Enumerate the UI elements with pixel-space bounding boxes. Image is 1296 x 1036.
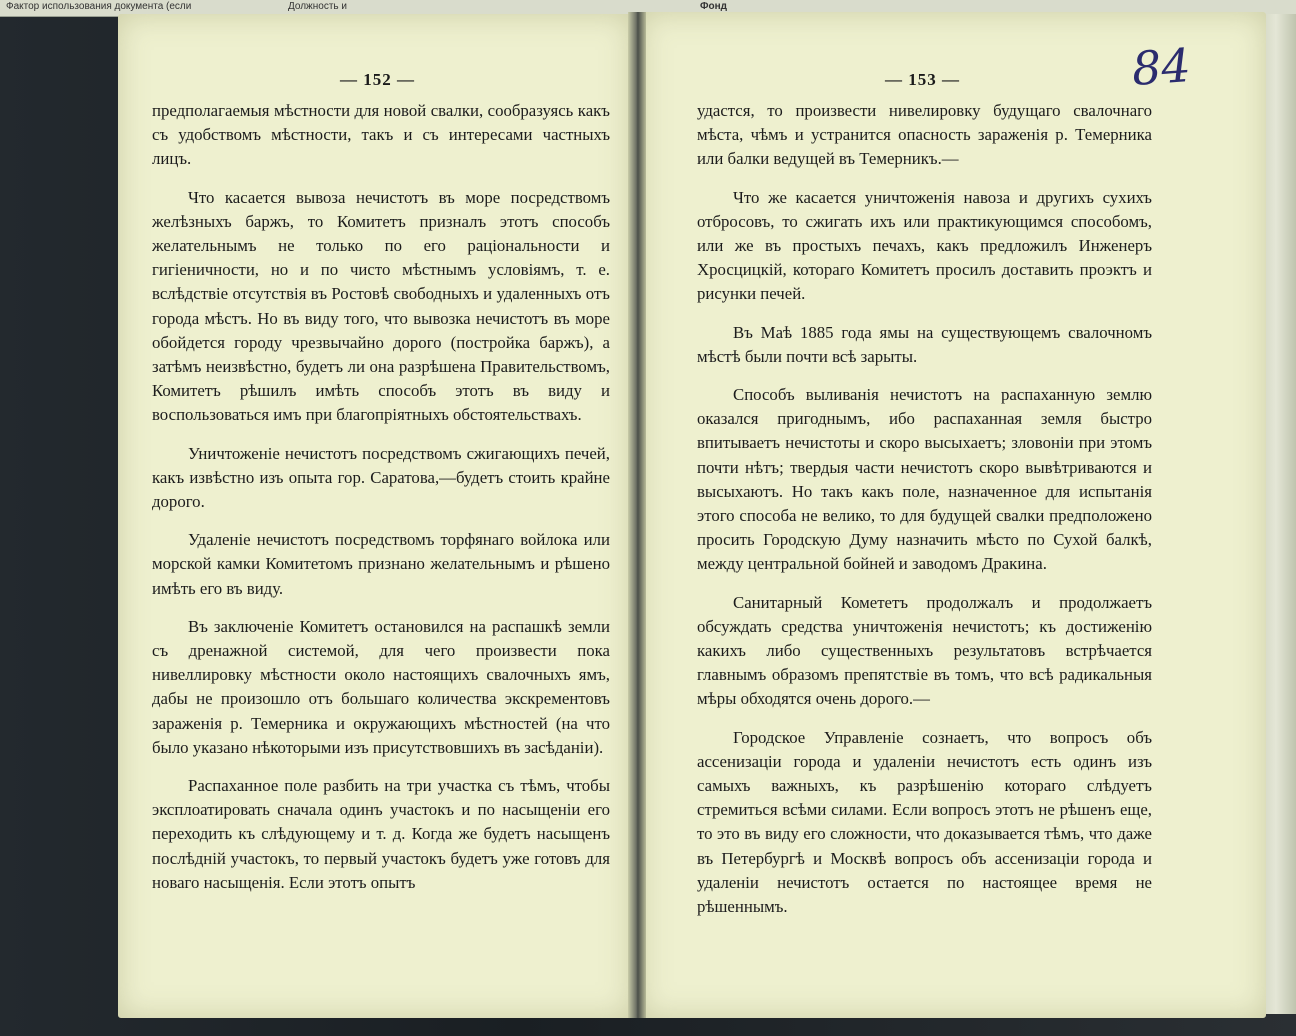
paragraph: Въ заключеніе Комитетъ остановился на распашкѣ земли съ дренажной системой, для чего произвести пока нивеллировку мѣстности около настоящихъ свалочныхъ ямъ, дабы не произошло отъ большаго количества экскрементовъ зараженія р. Темерника и окружающихъ мѣстностей (на что было указано нѣкоторыми изъ присутствовшихъ въ засѣданіи). [152,616,610,757]
right-page-number: — 153 — [885,70,960,89]
paragraph: предполагаемыя мѣстности для новой свалки, сообразуясь какъ съ удобствомъ мѣстности, такъ и съ интересами частныхъ лицъ. [152,101,610,169]
book-gutter [628,12,646,1018]
paragraph: Уничтоженіе нечистотъ посредствомъ сжигающихъ печей, какъ извѣстно изъ опыта гор. Саратова,—будетъ стоить крайне дорого. [152,443,610,512]
paragraph: удастся, то произвести нивелировку будущаго свалочнаго мѣста, чѣмъ и устранится опасность зараженія р. Темерника или балки ведущей въ Темерникъ.— [697,101,1152,169]
strip-right-text: Фонд [700,1,728,12]
paragraph: Городское Управленіе сознаетъ, что вопросъ объ ассенизаціи города и удаленіи нечистотъ есть одинъ изъ самыхъ важныхъ, къ разрѣшенію котораго слѣдуетъ стремиться всѣми силами. Если вопросъ этотъ не рѣшенъ еще, то это въ виду его сложности, что доказывается тѣмъ, что даже въ Петербургѣ и Москвѣ вопросъ объ ассенизаціи города и удаленіи нечистотъ остается по настоящее время не рѣшеннымъ. [697,727,1152,917]
paragraph: Способъ выливанія нечистотъ на распаханную землю оказался пригоднымъ, ибо распаханная земля быстро впитываетъ нечистоты и скоро высыхаетъ; зловоніи при этомъ почти нѣтъ; твердыя части нечистотъ скоро вывѣтриваются и высыхаютъ. Но такъ какъ поле, назначенное для испытанія этого способа не велико, то для будущей свалки предположено просить Городскую Думу назначить мѣсто по Сухой балкѣ, между центральной бойней и заводомъ Дракина. [697,385,1152,574]
paragraph: Что касается вывоза нечистотъ въ море посредствомъ желѣзныхъ баржъ, то Комитетъ призналъ этотъ способъ желательнымъ не только по его раціональности и гигіеничности, но и по чисто мѣстнымъ условіямъ, т. е. вслѣдствіе отсутствія въ Ростовѣ свободныхъ и удаленныхъ отъ города мѣстъ. Но въ виду того, что вывозка нечистотъ въ море обойдется городу чрезвычайно дорого (постройка баржъ), а затѣмъ неизвѣстно, будетъ ли она разрѣшена Правительствомъ, Комитетъ рѣшилъ имѣть способъ этотъ въ виду и воспользоваться имъ при благопріятныхъ обстоятельствахъ. [152,187,610,425]
left-page-body [152,99,610,909]
paragraph: Что же касается уничтоженія навоза и другихъ сухихъ отбросовъ, то сжигать ихъ или практикующимся способомъ, или же въ простыхъ печахъ, какъ предложилъ Инженеръ Хросцицкій, котораго Комитетъ просилъ доставить проэктъ и рисунки печей. [697,187,1152,304]
handwritten-folio-number: 84 [1130,38,1193,96]
paragraph: Удаленіе нечистотъ посредствомъ торфянаго войлока или морской камки Комитетомъ признано желательнымъ и рѣшено имѣть его въ виду. [152,530,610,598]
left-page-number: — 152 — [340,70,415,89]
paragraph: Санитарный Комететъ продолжалъ и продолжаетъ обсуждать средства уничтоженія нечистотъ; къ достиженію какихъ либо существенныхъ результатовъ встрѣчается главнымъ образомъ препятствіе въ томъ, что всѣ радикальныя мѣры обходятся очень дорого.— [697,592,1152,709]
strip-left-text: Фактор использования документа (если [6,1,192,12]
right-page-body [697,99,1152,933]
paragraph: Распаханное поле разбить на три участка съ тѣмъ, чтобы эксплоатировать сначала одинъ участокъ и по насыщеніи его переходить къ слѣдующему и т. д. Когда же будетъ насыщенъ послѣдній участокъ, то первый участокъ будетъ уже готовъ для новаго насыщенія. Если этотъ опытъ [152,776,610,892]
strip-mid-text: Должность и [288,1,347,12]
paragraph: Въ Маѣ 1885 года ямы на существующемъ свалочномъ мѣстѣ были почти всѣ зарыты. [697,322,1152,366]
